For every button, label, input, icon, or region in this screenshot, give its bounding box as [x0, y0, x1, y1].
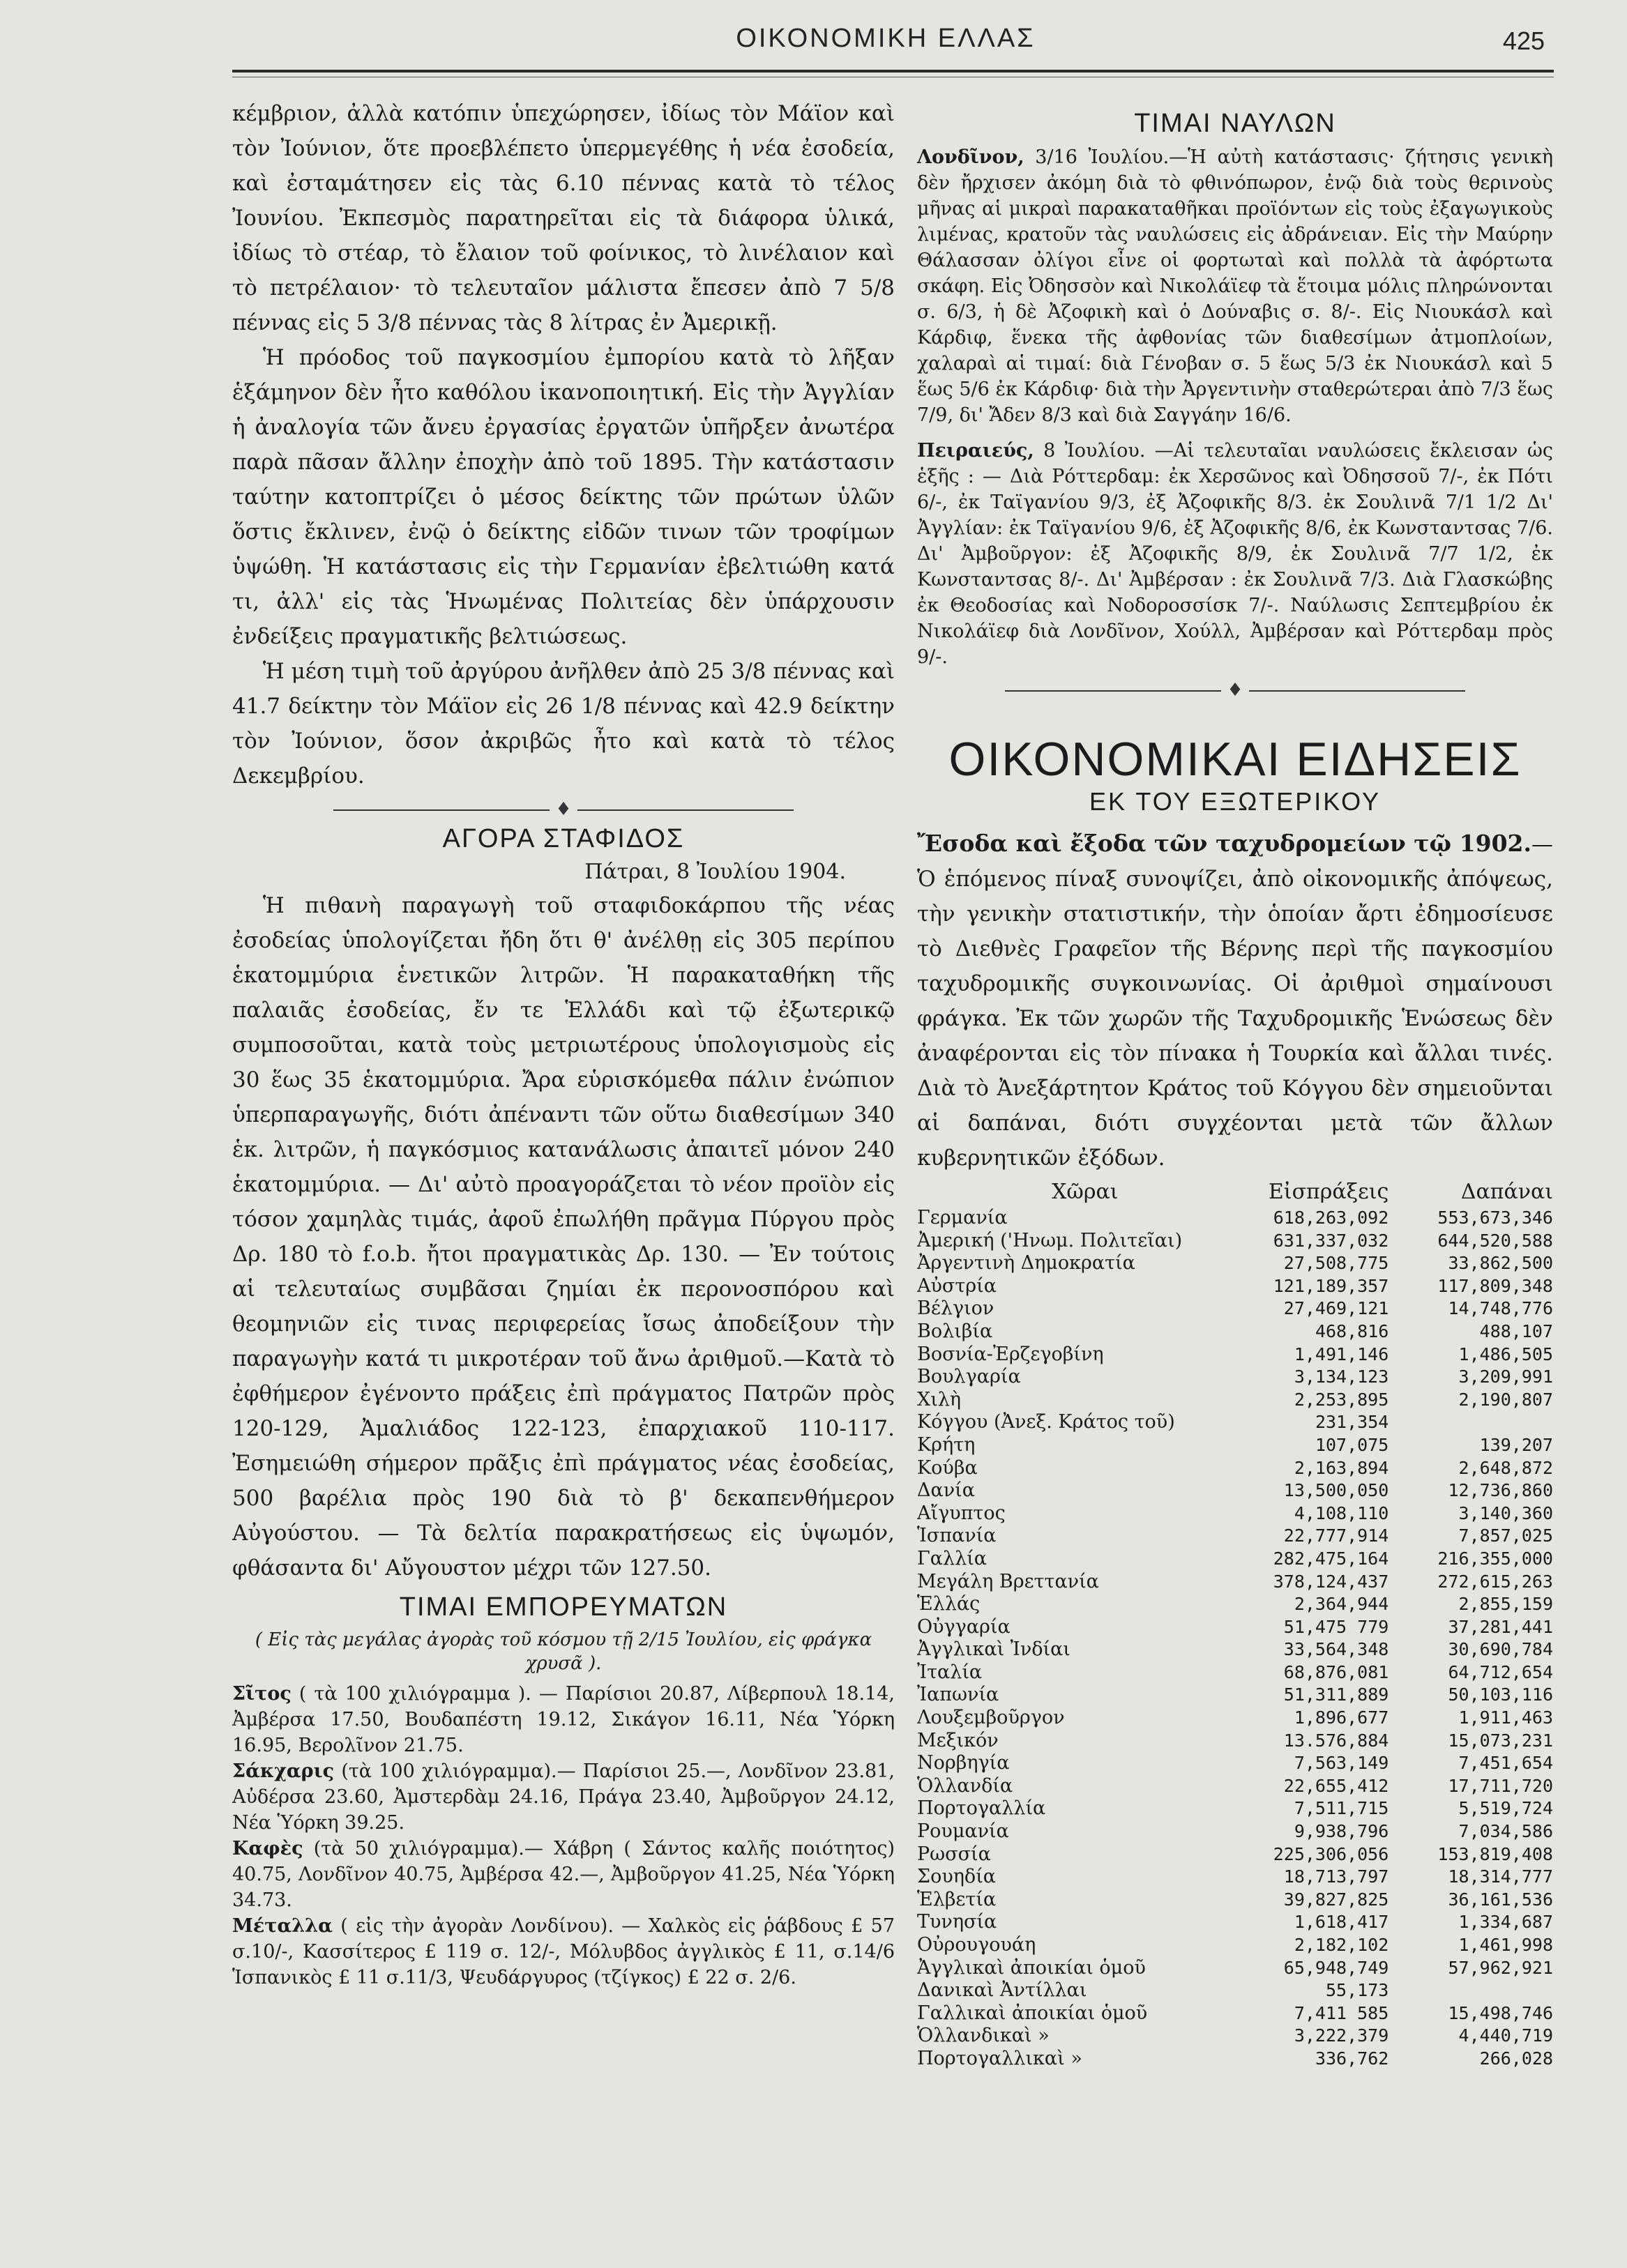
table-row [917, 1548, 1553, 1571]
postal-statistics-table [917, 1180, 1553, 2071]
table-row [917, 1661, 1553, 1684]
country-cell: Τυνησία [917, 1911, 997, 1933]
receipts-cell: 1,618,417 [1294, 1912, 1389, 1933]
table-row [917, 1684, 1553, 1707]
expenses-cell: 7,857,025 [1458, 1525, 1553, 1546]
freight-london-label: Λονδῖνον, [917, 146, 1024, 168]
country-cell: Βέλγιον [917, 1297, 994, 1320]
receipts-cell: 336,762 [1315, 2048, 1389, 2069]
expenses-cell: 3,209,991 [1458, 1367, 1553, 1387]
country-cell: Ἑλβετία [917, 1888, 997, 1910]
receipts-cell: 378,124,437 [1273, 1571, 1389, 1592]
receipts-cell: 55,173 [1325, 1980, 1389, 2001]
economic-news-subtitle: ΕΚ ΤΟΥ ΕΞΩΤΕΡΙΚΟΥ [1089, 787, 1381, 816]
intro-paragraph: κέμβριον, ἀλλὰ κατόπιν ὑπεχώρησεν, ἰδίως τὸν Μάϊον καὶ τὸν Ἰούνιον, ὅτε προεβλέπετο ὑπερμεγέθης ἡ νέα ἐσοδεία, καὶ ἐσταμάτησεν εἰς τὰς 6.10 πέννας κατὰ τὸ τέλος Ἰουνίου. Ἐκπεσμὸς παρατηρεῖται εἰς τὰ διάφορα ὑλικά, ἰδίως τὸ στέαρ, τὸ ἔλαιον τοῦ φοίνικος, τὸ λινέλαιον καὶ τὸ πετρέλαιον· τὸ τελευταῖον μάλιστα ἔπεσεν ἀπὸ 7 5/8 πέννας εἰς 5 3/8 πέννας τὰς 8 λίτρας ἐν Ἀμερικῇ. [232, 101, 895, 335]
expenses-cell: 4,440,719 [1458, 2025, 1553, 2046]
freight-piraeus-text: 8 Ἰουλίου. —Αἱ τελευταῖαι ναυλώσεις ἔκλεισαν ὡς ἑξῆς : — Διὰ Ρόττερδαμ: ἐκ Χερσῶνος καὶ Ὀδησσοῦ 7/-, ἐκ Πότι 6/-, ἐκ Ταϊγανίου 9/3, ἐξ Ἀζοφικῆς 8/3. ἐκ Σουλινᾶ 7/1 1/2 Δι' Ἀγγλίαν: ἐκ Ταϊγανίου 9/6, ἐξ Ἀζοφικῆς 8/6, ἐκ Κωνσταντσας 7/6. Δι' Ἀμβοῦργον: ἐξ Ἀζοφικῆς 8/9, ἐκ Σουλινᾶ 7/7 1/2, ἐκ Κωνσταντσας 8/-. Δι' Ἀμβέρσαν : ἐκ Σουλινᾶ 7/3. Διὰ Γλασκώβης ἐκ Θεοδοσίας καὶ Νοδοροσσίσκ 7/-. Ναύλωσις Σεπτεμβρίου ἐκ Νικολάϊεφ διὰ Λονδῖνον, Χούλλ, Ἀμβέρσαν καὶ Ρόττερδαμ πρὸς 9/-. [917, 440, 1553, 668]
table-row [917, 1434, 1553, 1457]
freight-london [917, 144, 1553, 428]
country-cell: Νορβηγία [917, 1752, 1010, 1774]
table-row [917, 1275, 1553, 1298]
country-cell: Σουηδία [917, 1866, 997, 1888]
country-cell: Οὐγγαρία [917, 1615, 1011, 1638]
receipts-cell: 7,511,715 [1294, 1798, 1389, 1819]
country-cell: Πορτογαλλικαὶ » [917, 2047, 1082, 2069]
receipts-cell: 7,411 585 [1294, 2002, 1389, 2023]
expenses-cell: 12,736,860 [1448, 1480, 1553, 1501]
receipts-cell: 631,337,032 [1273, 1230, 1389, 1251]
expenses-cell: 553,673,346 [1437, 1208, 1553, 1228]
expenses-cell: 5,519,724 [1458, 1798, 1553, 1819]
expenses-cell: 2,648,872 [1458, 1457, 1553, 1478]
country-cell: Κούβα [917, 1456, 978, 1479]
country-cell: Ἑλλάς [917, 1593, 981, 1615]
table-row [917, 2048, 1553, 2071]
receipts-cell: 18,713,797 [1283, 1866, 1389, 1887]
country-cell: Ἀγγλικαὶ Ἰνδίαι [917, 1638, 1070, 1661]
expenses-cell: 50,103,116 [1448, 1684, 1553, 1705]
expenses-cell: 37,281,441 [1448, 1616, 1553, 1637]
freight-rates-title: ΤΙΜΑΙ ΝΑΥΛΩΝ [1134, 109, 1336, 138]
table-row [917, 1797, 1553, 1820]
expenses-cell: 57,962,921 [1448, 1957, 1553, 1978]
country-cell: Γερμανία [917, 1207, 1008, 1228]
receipts-cell: 2,364,944 [1294, 1594, 1389, 1615]
expenses-cell: 488,107 [1479, 1321, 1553, 1341]
expenses-cell: 1,461,998 [1458, 1935, 1553, 1955]
table-row [917, 1866, 1553, 1889]
receipts-cell: 1,896,677 [1294, 1707, 1389, 1728]
expenses-cell: 1,486,505 [1458, 1344, 1553, 1364]
table-row [917, 1207, 1553, 1230]
expenses-cell: 14,748,776 [1448, 1298, 1553, 1319]
country-cell: Ρωσσία [917, 1843, 991, 1865]
table-row [917, 1389, 1553, 1412]
receipts-cell: 282,475,164 [1273, 1548, 1389, 1569]
receipts-cell: 27,508,775 [1283, 1253, 1389, 1274]
receipts-cell: 7,563,149 [1294, 1753, 1389, 1774]
receipts-cell: 468,816 [1315, 1321, 1389, 1341]
raisin-market-title: ΑΓΟΡΑ ΣΤΑΦΙΔΟΣ [442, 824, 685, 853]
goods-item-sugar [232, 1758, 895, 1836]
table-row [917, 1911, 1553, 1934]
receipts-cell: 2,182,102 [1294, 1935, 1389, 1955]
postal-article-heading: Ἔσοδα καὶ ἔξοδα τῶν ταχυδρομείων τῷ 1902. [917, 830, 1531, 857]
table-row [917, 1616, 1553, 1639]
country-cell: Ἀγγλικαὶ ἀποικίαι ὁμοῦ [917, 1956, 1146, 1979]
receipts-cell: 65,948,749 [1283, 1957, 1389, 1978]
receipts-cell: 22,777,914 [1283, 1525, 1389, 1546]
receipts-cell: 618,263,092 [1273, 1208, 1389, 1228]
country-cell: Ὁλλανδία [917, 1774, 1013, 1797]
goods-item-text: (τὰ 50 χιλιόγραμμα).— Χάβρη ( Σάντος καλῆς ποιότητος) 40.75, Λονδῖνον 40.75, Ἀμβέρσα 42.—, Ἀμβοῦργον 41.25, Νέα Ὑόρκη 34.73. [232, 1838, 895, 1911]
table-row [917, 1707, 1553, 1730]
receipts-cell: 107,075 [1315, 1434, 1389, 1455]
expenses-cell: 17,711,720 [1448, 1775, 1553, 1796]
freight-london-text: 3/16 Ἰουλίου.—Ἡ αὐτὴ κατάστασις· ζήτησις γενικὴ δὲν ἤρχισεν ἀκόμη διὰ τὸ φθινόπωρον, ἐνῷ διὰ τοὺς θερινοὺς μῆνας αἱ μικραὶ παρακαταθῆκαι προϊόντων εἰς τοὺς ἐξαγωγικοὺς λιμένας, κρατοῦν τὰς ναυλώσεις εἰς ἀδράνειαν. Εἰς τὴν Μαύρην Θάλασσαν ὀλίγοι εἶνε οἱ φορτωταὶ καὶ πολλὰ τὰ ἀφόρτωτα σκάφη. Εἰς Ὀδησσὸν καὶ Νικολάϊεφ τὰ ἕτοιμα μόλις πληρώνονται σ. 6/3, ἡ δὲ Ἀζοφικὴ καὶ ὁ Δούναβις σ. 8/-. Εἰς Νιουκάσλ καὶ Κάρδιφ, ἕνεκα τῆς ἀφθονίας τῶν διαθεσίμων ἀτμοπλοίων, χαλαραὶ αἱ τιμαί: διὰ Γένοβαν σ. 5 ἕως 5/3 ἐκ Νιουκάσλ καὶ 5 ἕως 5/6 ἐκ Κάρδιφ· διὰ τὴν Ἀργεντινὴν σταθερώτεραι ἀπὸ 7/3 ἕως 7/9, δι' Ἄδεν 8/3 καὶ διὰ Σαγγάην 16/6. [917, 146, 1553, 426]
receipts-cell: 2,253,895 [1294, 1389, 1389, 1410]
country-cell: Οὐρουγουάη [917, 1934, 1036, 1956]
country-cell: Γαλλία [917, 1547, 987, 1569]
table-row [917, 1321, 1553, 1344]
goods-item-name: Μέταλλα [232, 1915, 333, 1937]
country-cell: Αὐστρία [917, 1274, 997, 1297]
raisin-dateline: Πάτραι, 8 Ἰουλίου 1904. [584, 860, 846, 884]
expenses-cell: 644,520,588 [1437, 1230, 1553, 1251]
goods-prices-title: ΤΙΜΑΙ ΕΜΠΟΡΕΥΜΑΤΩΝ [399, 1592, 728, 1622]
expenses-cell: 1,334,687 [1458, 1912, 1553, 1933]
country-cell: Δανικαὶ Ἀντίλλαι [917, 1979, 1087, 2002]
economic-news-title: ΟΙΚΟΝΟΜΙΚΑΙ ΕΙΔΗΣΕΙΣ [948, 733, 1522, 786]
country-cell: Βοσνία-Ἐρζεγοβίνη [917, 1343, 1104, 1365]
postal-article [917, 826, 1553, 1175]
goods-item-text: ( τὰ 100 χιλιόγραμμα ). — Παρίσιοι 20.87, Λίβερπουλ 18.14, Ἀμβέρσα 17.50, Βουδαπέστη 19.12, Σικάγον 16.11, Νέα Ὑόρκη 16.95, Βερολῖνον 21.75. [232, 1683, 895, 1756]
receipts-cell: 51,475 779 [1283, 1616, 1389, 1637]
country-cell: Ἰαπωνία [917, 1684, 999, 1706]
receipts-cell: 231,354 [1315, 1412, 1389, 1433]
goods-item-text: (τὰ 100 χιλιόγραμμα).— Παρίσιοι 25.—, Λονδῖνον 23.81, Αὐδέρσα 23.60, Ἀμστερδὰμ 24.16, Πράγα 23.40, Ἀμβοῦργον 24.12, Νέα Ὑόρκη 39.25. [232, 1760, 895, 1834]
country-cell: Πορτογαλλία [917, 1797, 1046, 1820]
receipts-cell: 225,306,056 [1273, 1843, 1389, 1864]
expenses-cell: 64,712,654 [1448, 1661, 1553, 1682]
expenses-cell: 36,161,536 [1448, 1889, 1553, 1910]
receipts-cell: 3,134,123 [1294, 1367, 1389, 1387]
country-cell: Ρουμανία [917, 1820, 1009, 1843]
table-row [917, 1479, 1553, 1502]
receipts-cell: 2,163,894 [1294, 1457, 1389, 1478]
column-header-receipts: Εἰσπράξεις [1268, 1180, 1389, 1204]
page-number: 425 [1502, 26, 1545, 55]
table-row [917, 1593, 1553, 1616]
country-cell: Ὁλλανδικαὶ » [917, 2025, 1050, 2047]
section-divider: ♦ [232, 799, 895, 820]
country-cell: Γαλλικαὶ ἀποικίαι ὁμοῦ [917, 2002, 1148, 2024]
table-row [917, 2002, 1553, 2025]
goods-prices-note: ( Εἰς τὰς μεγάλας ἀγορὰς τοῦ κόσμου τῇ 2/15 Ἰουλίου, εἰς φράγκα χρυσᾶ ). [255, 1629, 872, 1674]
expenses-cell: 266,028 [1479, 2048, 1553, 2069]
receipts-cell: 22,655,412 [1283, 1775, 1389, 1796]
table-row [917, 1344, 1553, 1367]
receipts-cell: 4,108,110 [1294, 1502, 1389, 1523]
expenses-cell: 272,615,263 [1437, 1571, 1553, 1592]
silver-paragraph: Ἡ μέση τιμὴ τοῦ ἀργύρου ἀνῆλθεν ἀπὸ 25 3/8 πέννας καὶ 41.7 δείκτην τὸν Μάϊον εἰς 26 1/8 πέννας καὶ 42.9 δείκτην τὸν Ἰούνιον, ὅσον ἀκριβῶς ἦτο καὶ κατὰ τὸ τέλος Δεκεμβρίου. [232, 659, 895, 789]
freight-piraeus [917, 438, 1553, 670]
table-row [917, 1525, 1553, 1548]
freight-piraeus-label: Πειραιεύς, [917, 440, 1034, 462]
country-cell: Αἴγυπτος [917, 1502, 1006, 1524]
table-row [917, 1957, 1553, 1980]
goods-item-name: Καφὲς [232, 1838, 303, 1859]
running-title: ΟΙΚΟΝΟΜΙΚΗ ΕΛΛΑΣ [736, 24, 1036, 53]
receipts-cell: 13.576,884 [1283, 1730, 1389, 1751]
table-row [917, 1252, 1553, 1275]
table-row [917, 1979, 1553, 2002]
country-cell: Μεγάλη Βρεττανία [917, 1570, 1099, 1592]
trade-paragraph: Ἡ πρόοδος τοῦ παγκοσμίου ἐμπορίου κατὰ τὸ λῆξαν ἑξάμηνον δὲν ἦτο καθόλου ἱκανοποιητική. Εἰς τὴν Ἀγγλίαν ἡ ἀναλογία τῶν ἄνευ ἐργασίας ἐργατῶν ὑπῆρξεν ἀνωτέρα παρὰ πᾶσαν ἄλλην ἐποχὴν ἀπὸ τοῦ 1895. Τὴν κατάστασιν ταύτην κατοπτρίζει ὁ μέσος δείκτης τῶν πρώτων ὑλῶν ὅστις ἔκλινεν, ἐνῷ ὁ δείκτης εἰδῶν τινων τῶν τροφίμων ὑψώθη. Ἡ κατάστασις εἰς τὴν Γερμανίαν ἐβελτιώθη κατά τι, ἀλλ' εἰς τὰς Ἡνωμένας Πολιτείας δὲν ὑπάρχουσιν ἐνδείξεις πραγματικῆς βελτιώσεως. [232, 345, 895, 649]
expenses-cell: 15,073,231 [1448, 1730, 1553, 1751]
country-cell: Μεξικόν [917, 1729, 999, 1751]
table-row [917, 1934, 1553, 1957]
expenses-cell: 18,314,777 [1448, 1866, 1553, 1887]
country-cell: Δανία [917, 1479, 975, 1502]
expenses-cell [1388, 1411, 1553, 1434]
table-row [917, 1411, 1553, 1434]
expenses-cell: 7,451,654 [1458, 1753, 1553, 1774]
right-column [917, 96, 1553, 2071]
raisin-market-text: Ἡ πιθανὴ παραγωγὴ τοῦ σταφιδοκάρπου τῆς νέας ἐσοδείας ὑπολογίζεται ἤδη ὅτι θ' ἀνέλθῃ εἰς 305 περίπου ἑκατομμύρια ἑνετικῶν λιτρῶν. Ἡ παρακαταθήκη τῆς παλαιᾶς ἐσοδείας, ἔν τε Ἑλλάδι καὶ τῷ ἐξωτερικῷ συμποσοῦται, κατὰ τοὺς μετριωτέρους ὑπολογισμοὺς εἰς 30 ἕως 35 ἑκατομμύρια. Ἄρα εὑρισκόμεθα πάλιν ἐνώπιον ὑπερπαραγωγῆς, διότι ἀπέναντι τῶν οὕτω διαθεσίμων 340 ἑκ. λιτρῶν, ἡ παγκόσμιος κατανάλωσις ἀπαιτεῖ μόνον 240 ἑκατομμύρια. — Δι' αὐτὸ προαγοράζεται τὸ νέον προϊὸν εἰς τόσον χαμηλὰς τιμάς, ἀφοῦ ἐπωλήθη πρᾶγμα Πύργου πρὸς Δρ. 180 τὸ f.o.b. ἤτοι πραγματικὰς Δρ. 130. — Ἐν τούτοις αἱ τελευταίως συμβᾶσαι ζημίαι ἐκ περονοσπόρου καὶ θεομηνιῶν εἰς τινας περιφερείας ἴσως ἀποδείξουν τὴν παραγωγὴν κατά τι μικροτέραν τοῦ ἄνω ἀριθμοῦ.—Κατὰ τὸ ἐφθήμερον ἐγένοντο πράξεις ἐπὶ πράγματος Πατρῶν πρὸς 120-129, Ἀμαλιάδος 122-123, ἐπαρχιακοῦ 110-117. Ἐσημειώθη σήμερον πρᾶξις ἐπὶ πράγματος νέας ἐσοδείας, 500 βαρέλια πρὸς 190 διὰ τὸ β' δεκαπενθήμερον Αὐγούστου. — Τὰ δελτία παρακρατήσεως εἰς ὑψωμόν, φθάσαντα δι' Αὔγουστον μέχρι τῶν 127.50. [232, 893, 895, 1581]
table-row [917, 2025, 1553, 2048]
table-row [917, 1297, 1553, 1321]
receipts-cell: 33,564,348 [1283, 1639, 1389, 1660]
receipts-cell: 68,876,081 [1283, 1661, 1389, 1682]
table-row [917, 1230, 1553, 1253]
section-divider: ♦ [917, 680, 1553, 701]
country-cell: Ἀμερική ('Ηνωμ. Πολιτεῖαι) [917, 1229, 1183, 1251]
expenses-cell [1388, 1979, 1553, 2002]
table-row [917, 1638, 1553, 1661]
table-row [917, 1457, 1553, 1480]
receipts-cell: 9,938,796 [1294, 1821, 1389, 1842]
receipts-cell: 13,500,050 [1283, 1480, 1389, 1501]
table-row [917, 1889, 1553, 1912]
expenses-cell: 33,862,500 [1448, 1253, 1553, 1274]
expenses-cell: 30,690,784 [1448, 1639, 1553, 1660]
column-header-expenses: Δαπάναι [1460, 1180, 1553, 1204]
expenses-cell: 1,911,463 [1458, 1707, 1553, 1728]
receipts-cell: 3,222,379 [1294, 2025, 1389, 2046]
country-cell: Ἱσπανία [917, 1525, 997, 1547]
table-row [917, 1820, 1553, 1843]
table-row [917, 1775, 1553, 1798]
expenses-cell: 2,855,159 [1458, 1594, 1553, 1615]
table-row [917, 1843, 1553, 1866]
country-cell: Κόγγου (Ἀνεξ. Κράτος τοῦ) [917, 1411, 1175, 1433]
table-row [917, 1730, 1553, 1753]
left-column [232, 96, 895, 1991]
expenses-cell: 139,207 [1479, 1434, 1553, 1455]
table-row [917, 1571, 1553, 1594]
expenses-cell: 216,355,000 [1437, 1548, 1553, 1569]
expenses-cell: 3,140,360 [1458, 1502, 1553, 1523]
receipts-cell: 1,491,146 [1294, 1344, 1389, 1364]
goods-item-wheat [232, 1681, 895, 1758]
goods-item-name: Σάκχαρις [232, 1760, 335, 1782]
country-cell: Βολιβία [917, 1320, 993, 1342]
receipts-cell: 51,311,889 [1283, 1684, 1389, 1705]
country-cell: Ἀργεντινὴ Δημοκρατία [917, 1252, 1135, 1274]
header-rule [232, 70, 1554, 73]
column-header-countries: Χῶραι [1052, 1180, 1119, 1204]
goods-item-metals [232, 1913, 895, 1991]
expenses-cell: 117,809,348 [1437, 1275, 1553, 1296]
expenses-cell: 2,190,807 [1458, 1389, 1553, 1410]
table-row [917, 1502, 1553, 1525]
receipts-cell: 121,189,357 [1273, 1275, 1389, 1296]
goods-item-coffee [232, 1836, 895, 1913]
expenses-cell: 15,498,746 [1448, 2002, 1553, 2023]
expenses-cell: 153,819,408 [1437, 1843, 1553, 1864]
postal-article-text: —Ὁ ἑπόμενος πίναξ συνοψίζει, ἀπὸ οἰκονομικῆς ἀπόψεως, τὴν γενικὴν στατιστικήν, τὴν ὁποίαν ἄρτι ἐδημοσίευσε τὸ Διεθνὲς Γραφεῖον τῆς Βέρνης περὶ τῆς παγκοσμίου ταχυδρομικῆς συγκοινωνίας. Οἱ ἀριθμοὶ σημαίνουσι φράγκα. Ἐκ τῶν χωρῶν τῆς Ταχυδρομικῆς Ἑνώσεως δὲν ἀναφέρονται εἰς τὸν πίνακα ἡ Τουρκία καὶ ἄλλαι τινές. Διὰ τὸ Ἀνεξάρτητον Κράτος τοῦ Κόγγου δὲν σημειοῦνται αἱ δαπάναι, διότι συγχέονται μετὰ τῶν ἄλλων κυβερνητικῶν ἐξόδων. [917, 832, 1553, 1171]
receipts-cell: 39,827,825 [1283, 1889, 1389, 1910]
country-cell: Βουλγαρία [917, 1366, 1021, 1388]
table-header-row [917, 1180, 1553, 1207]
goods-item-text: ( εἰς τὴν ἀγορὰν Λονδίνου). — Χαλκὸς εἰς ῥάβδους £ 57 σ.10/-, Κασσίτερος £ 119 σ. 12/-, Μόλυβδος ἀγγλικὸς £ 11, σ.14/6 Ἱσπανικὸς £ 11 σ.11/3, Ψευδάργυρος (τζίγκος) £ 22 σ. 2/6. [232, 1915, 895, 1988]
country-cell: Λουξεμβοῦργον [917, 1707, 1065, 1729]
country-cell: Ἰταλία [917, 1661, 983, 1683]
receipts-cell: 27,469,121 [1283, 1298, 1389, 1319]
table-row [917, 1366, 1553, 1389]
country-cell: Κρήτη [917, 1433, 976, 1456]
country-cell: Χιλὴ [917, 1388, 962, 1410]
goods-item-name: Σῖτος [232, 1683, 292, 1705]
table-row [917, 1752, 1553, 1775]
expenses-cell: 7,034,586 [1458, 1821, 1553, 1842]
